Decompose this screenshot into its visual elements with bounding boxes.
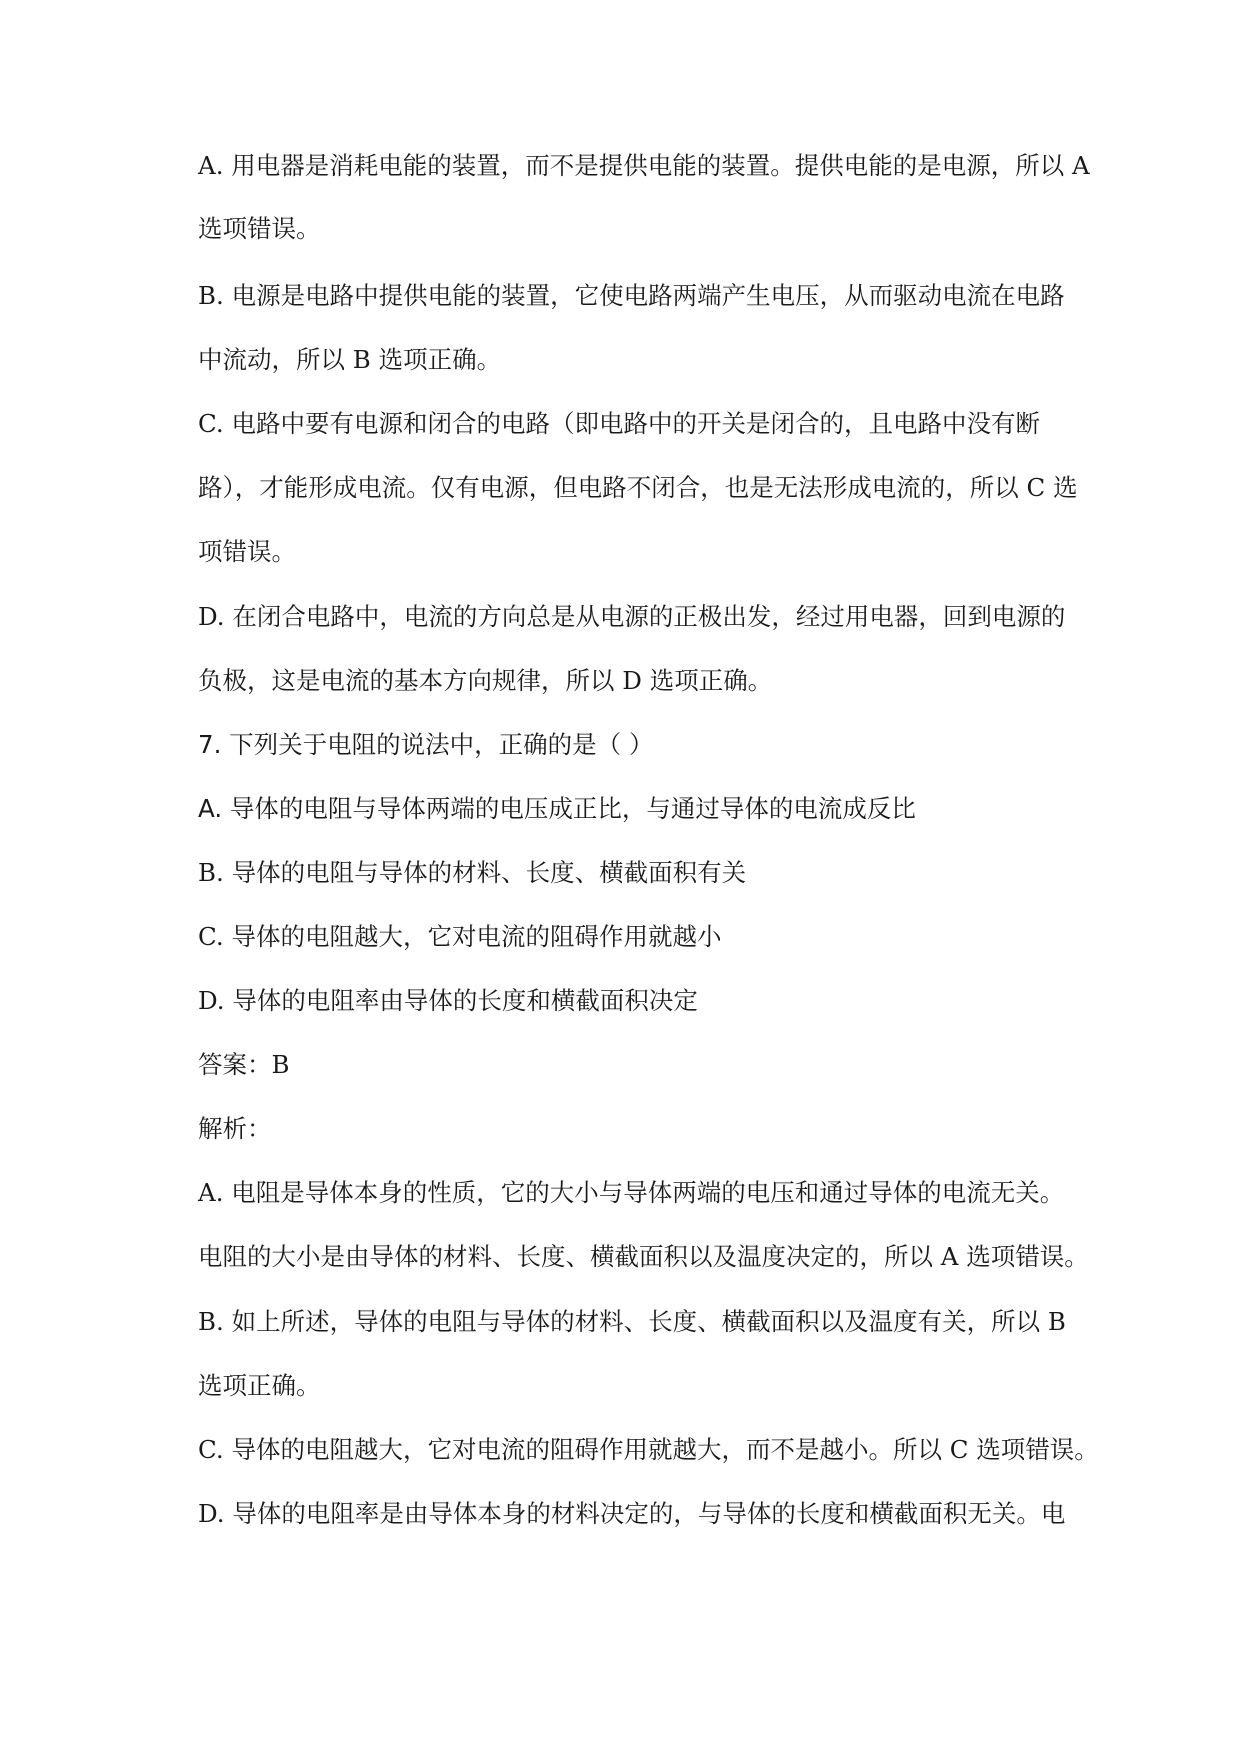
text-line: 选项正确。	[198, 1371, 321, 1400]
text-line: 负极，这是电流的基本方向规律，所以 D 选项正确。	[198, 666, 773, 695]
text-line: A. 电阻是导体本身的性质，它的大小与导体两端的电压和通过导体的电流无关。	[198, 1178, 1065, 1207]
analysis-heading: 解析：	[198, 1114, 272, 1143]
text-line: 项错误。	[198, 537, 296, 566]
text-line: 选项错误。	[198, 214, 321, 243]
text-line: C. 导体的电阻越大，它对电流的阻碍作用就越大，而不是越小。所以 C 选项错误。	[198, 1435, 1099, 1464]
text-line: B. 电源是电路中提供电能的装置，它使电路两端产生电压，从而驱动电流在电路	[198, 281, 1065, 310]
option-line: C. 导体的电阻越大，它对电流的阻碍作用就越小	[198, 922, 722, 951]
text-line: B. 如上所述，导体的电阻与导体的材料、长度、横截面积以及温度有关，所以 B	[198, 1307, 1066, 1336]
text-line: D. 在闭合电路中，电流的方向总是从电源的正极出发，经过用电器，回到电源的	[198, 602, 1066, 631]
text-line: 路），才能形成电流。仅有电源，但电路不闭合，也是无法形成电流的，所以 C 选	[198, 473, 1078, 502]
option-line: D. 导体的电阻率由导体的长度和横截面积决定	[198, 986, 698, 1015]
option-line: A. 导体的电阻与导体两端的电压成正比，与通过导体的电流成反比	[198, 794, 916, 823]
text-line: C. 电路中要有电源和闭合的电路（即电路中的开关是闭合的，且电路中没有断	[198, 409, 1040, 438]
answer-line: 答案：B	[198, 1050, 290, 1079]
text-line: 中流动，所以 B 选项正确。	[198, 345, 502, 374]
text-line: 电阻的大小是由导体的材料、长度、横截面积以及温度决定的，所以 A 选项错误。	[198, 1242, 1089, 1271]
option-line: B. 导体的电阻与导体的材料、长度、横截面积有关	[198, 858, 747, 887]
text-line: D. 导体的电阻率是由导体本身的材料决定的，与导体的长度和横截面积无关。电	[198, 1499, 1066, 1528]
text-line: A. 用电器是消耗电能的装置，而不是提供电能的装置。提供电能的是电源，所以 A	[198, 151, 1090, 180]
question-heading: 7. 下列关于电阻的说法中，正确的是（ ）	[198, 730, 654, 759]
